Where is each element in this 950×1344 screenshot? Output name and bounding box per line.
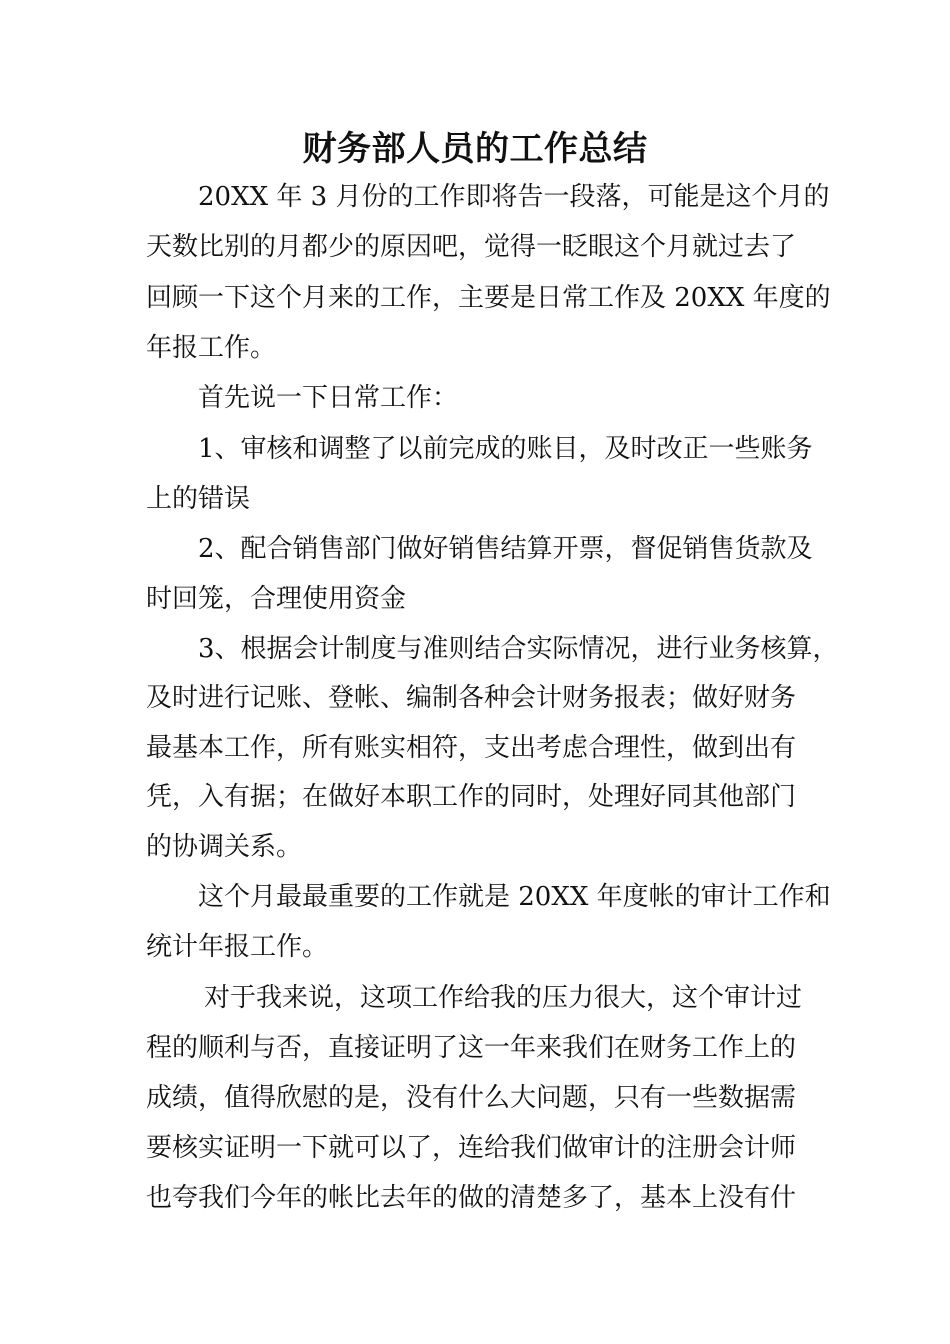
list-item-line: 的协调关系。 — [146, 832, 303, 862]
paragraph-line: 对于我来说，这项工作给我的压力很大，这个审计过 — [204, 983, 803, 1013]
paragraph-line: 回顾一下这个月来的工作，主要是日常工作及 20XX 年度的 — [146, 283, 831, 313]
list-item-line: 2、配合销售部门做好销售结算开票，督促销售货款及 — [198, 534, 813, 564]
list-item-line: 时回笼，合理使用资金 — [146, 584, 407, 614]
paragraph-line: 年报工作。 — [146, 333, 277, 363]
paragraph-line: 统计年报工作。 — [146, 932, 329, 962]
document-title: 财务部人员的工作总结 — [302, 129, 648, 169]
paragraph-line: 这个月最最重要的工作就是 20XX 年度帐的审计工作和 — [198, 882, 831, 912]
list-item-line: 上的错误 — [146, 484, 251, 514]
paragraph-line: 20XX 年 3 月份的工作即将告一段落，可能是这个月的 — [198, 182, 830, 212]
list-item-line: 最基本工作，所有账实相符，支出考虑合理性，做到出有 — [146, 733, 797, 763]
paragraph-line: 也夸我们今年的帐比去年的做的清楚多了，基本上没有什 — [146, 1183, 797, 1213]
paragraph-line: 要核实证明一下就可以了，连给我们做审计的注册会计师 — [146, 1133, 797, 1163]
list-item-line: 1、审核和调整了以前完成的账目，及时改正一些账务 — [198, 434, 813, 464]
list-item-line: 及时进行记账、登帐、编制各种会计财务报表；做好财务 — [146, 683, 797, 713]
paragraph-line: 天数比别的月都少的原因吧，觉得一眨眼这个月就过去了 — [146, 232, 797, 262]
paragraph-line: 首先说一下日常工作： — [198, 383, 459, 413]
paragraph-line: 程的顺利与否，直接证明了这一年来我们在财务工作上的 — [146, 1033, 797, 1063]
list-item-line: 3、根据会计制度与准则结合实际情况，进行业务核算， — [198, 634, 839, 664]
list-item-line: 凭，入有据；在做好本职工作的同时，处理好同其他部门 — [146, 782, 797, 812]
paragraph-line: 成绩，值得欣慰的是，没有什么大问题，只有一些数据需 — [146, 1083, 797, 1113]
